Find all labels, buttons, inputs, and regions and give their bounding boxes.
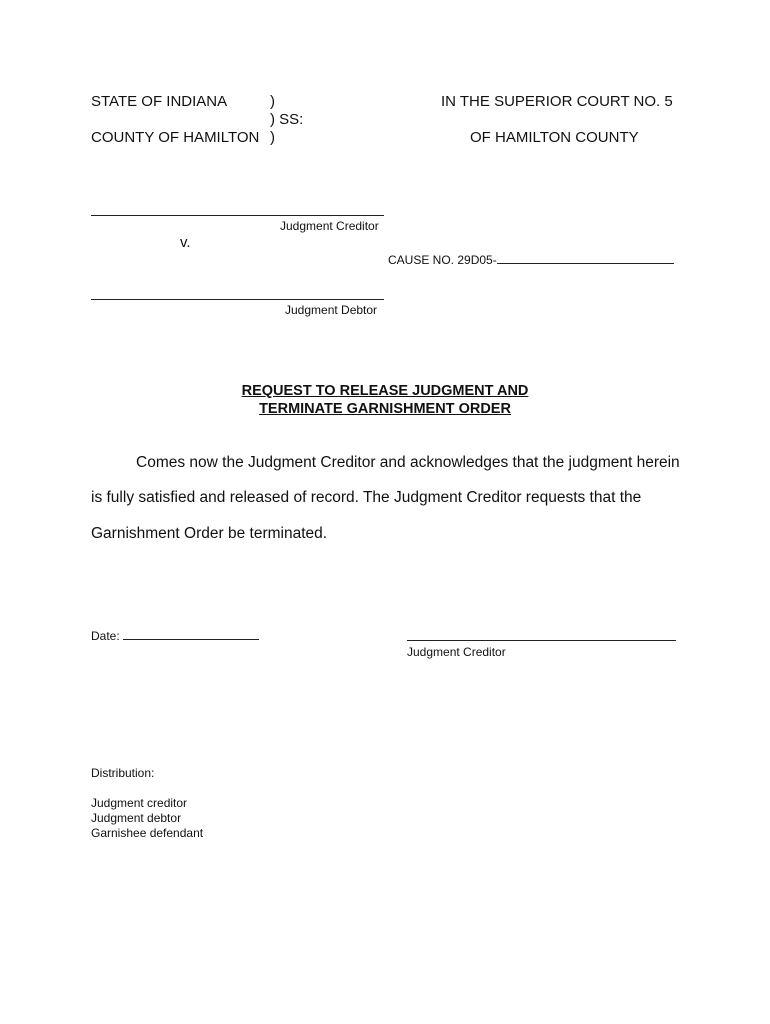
- debtor-name-line[interactable]: [91, 299, 384, 300]
- body-line-1: Comes now the Judgment Creditor and acknowledges that the judgment herein: [136, 454, 680, 471]
- county-label: COUNTY OF HAMILTON: [91, 129, 260, 146]
- date-label: Date:: [91, 629, 120, 643]
- caption-paren: ): [270, 93, 275, 110]
- body-line-3: Garnishment Order be terminated.: [91, 525, 328, 542]
- cause-number: [388, 252, 674, 267]
- list-item: Judgment debtor: [91, 811, 182, 825]
- caption-ss: ) SS:: [270, 111, 304, 128]
- state-label: STATE OF INDIANA: [91, 93, 228, 110]
- document-title-line1: REQUEST TO RELEASE JUDGMENT AND: [241, 383, 529, 399]
- signature-label: Judgment Creditor: [407, 645, 506, 659]
- document-title-line2: TERMINATE GARNISHMENT ORDER: [259, 401, 511, 417]
- court-county: OF HAMILTON COUNTY: [470, 129, 639, 146]
- date-row: [91, 628, 259, 643]
- signature-line[interactable]: [407, 640, 676, 641]
- date-field[interactable]: [123, 628, 259, 640]
- distribution-list: [91, 796, 203, 841]
- court-name: IN THE SUPERIOR COURT NO. 5: [441, 93, 673, 110]
- distribution-heading: Distribution:: [91, 766, 155, 780]
- creditor-name-line[interactable]: [91, 215, 384, 216]
- list-item: Garnishee defendant: [91, 826, 204, 840]
- creditor-label: Judgment Creditor: [280, 219, 379, 233]
- list-item: Judgment creditor: [91, 796, 188, 810]
- debtor-label: Judgment Debtor: [285, 303, 378, 317]
- body-line-2: is fully satisfied and released of record. The Judgment Creditor requests that the: [91, 489, 642, 506]
- caption-paren: ): [270, 129, 275, 146]
- versus-label: v.: [180, 234, 191, 251]
- cause-number-label: CAUSE NO. 29D05-: [388, 253, 497, 267]
- cause-number-field[interactable]: [497, 252, 674, 264]
